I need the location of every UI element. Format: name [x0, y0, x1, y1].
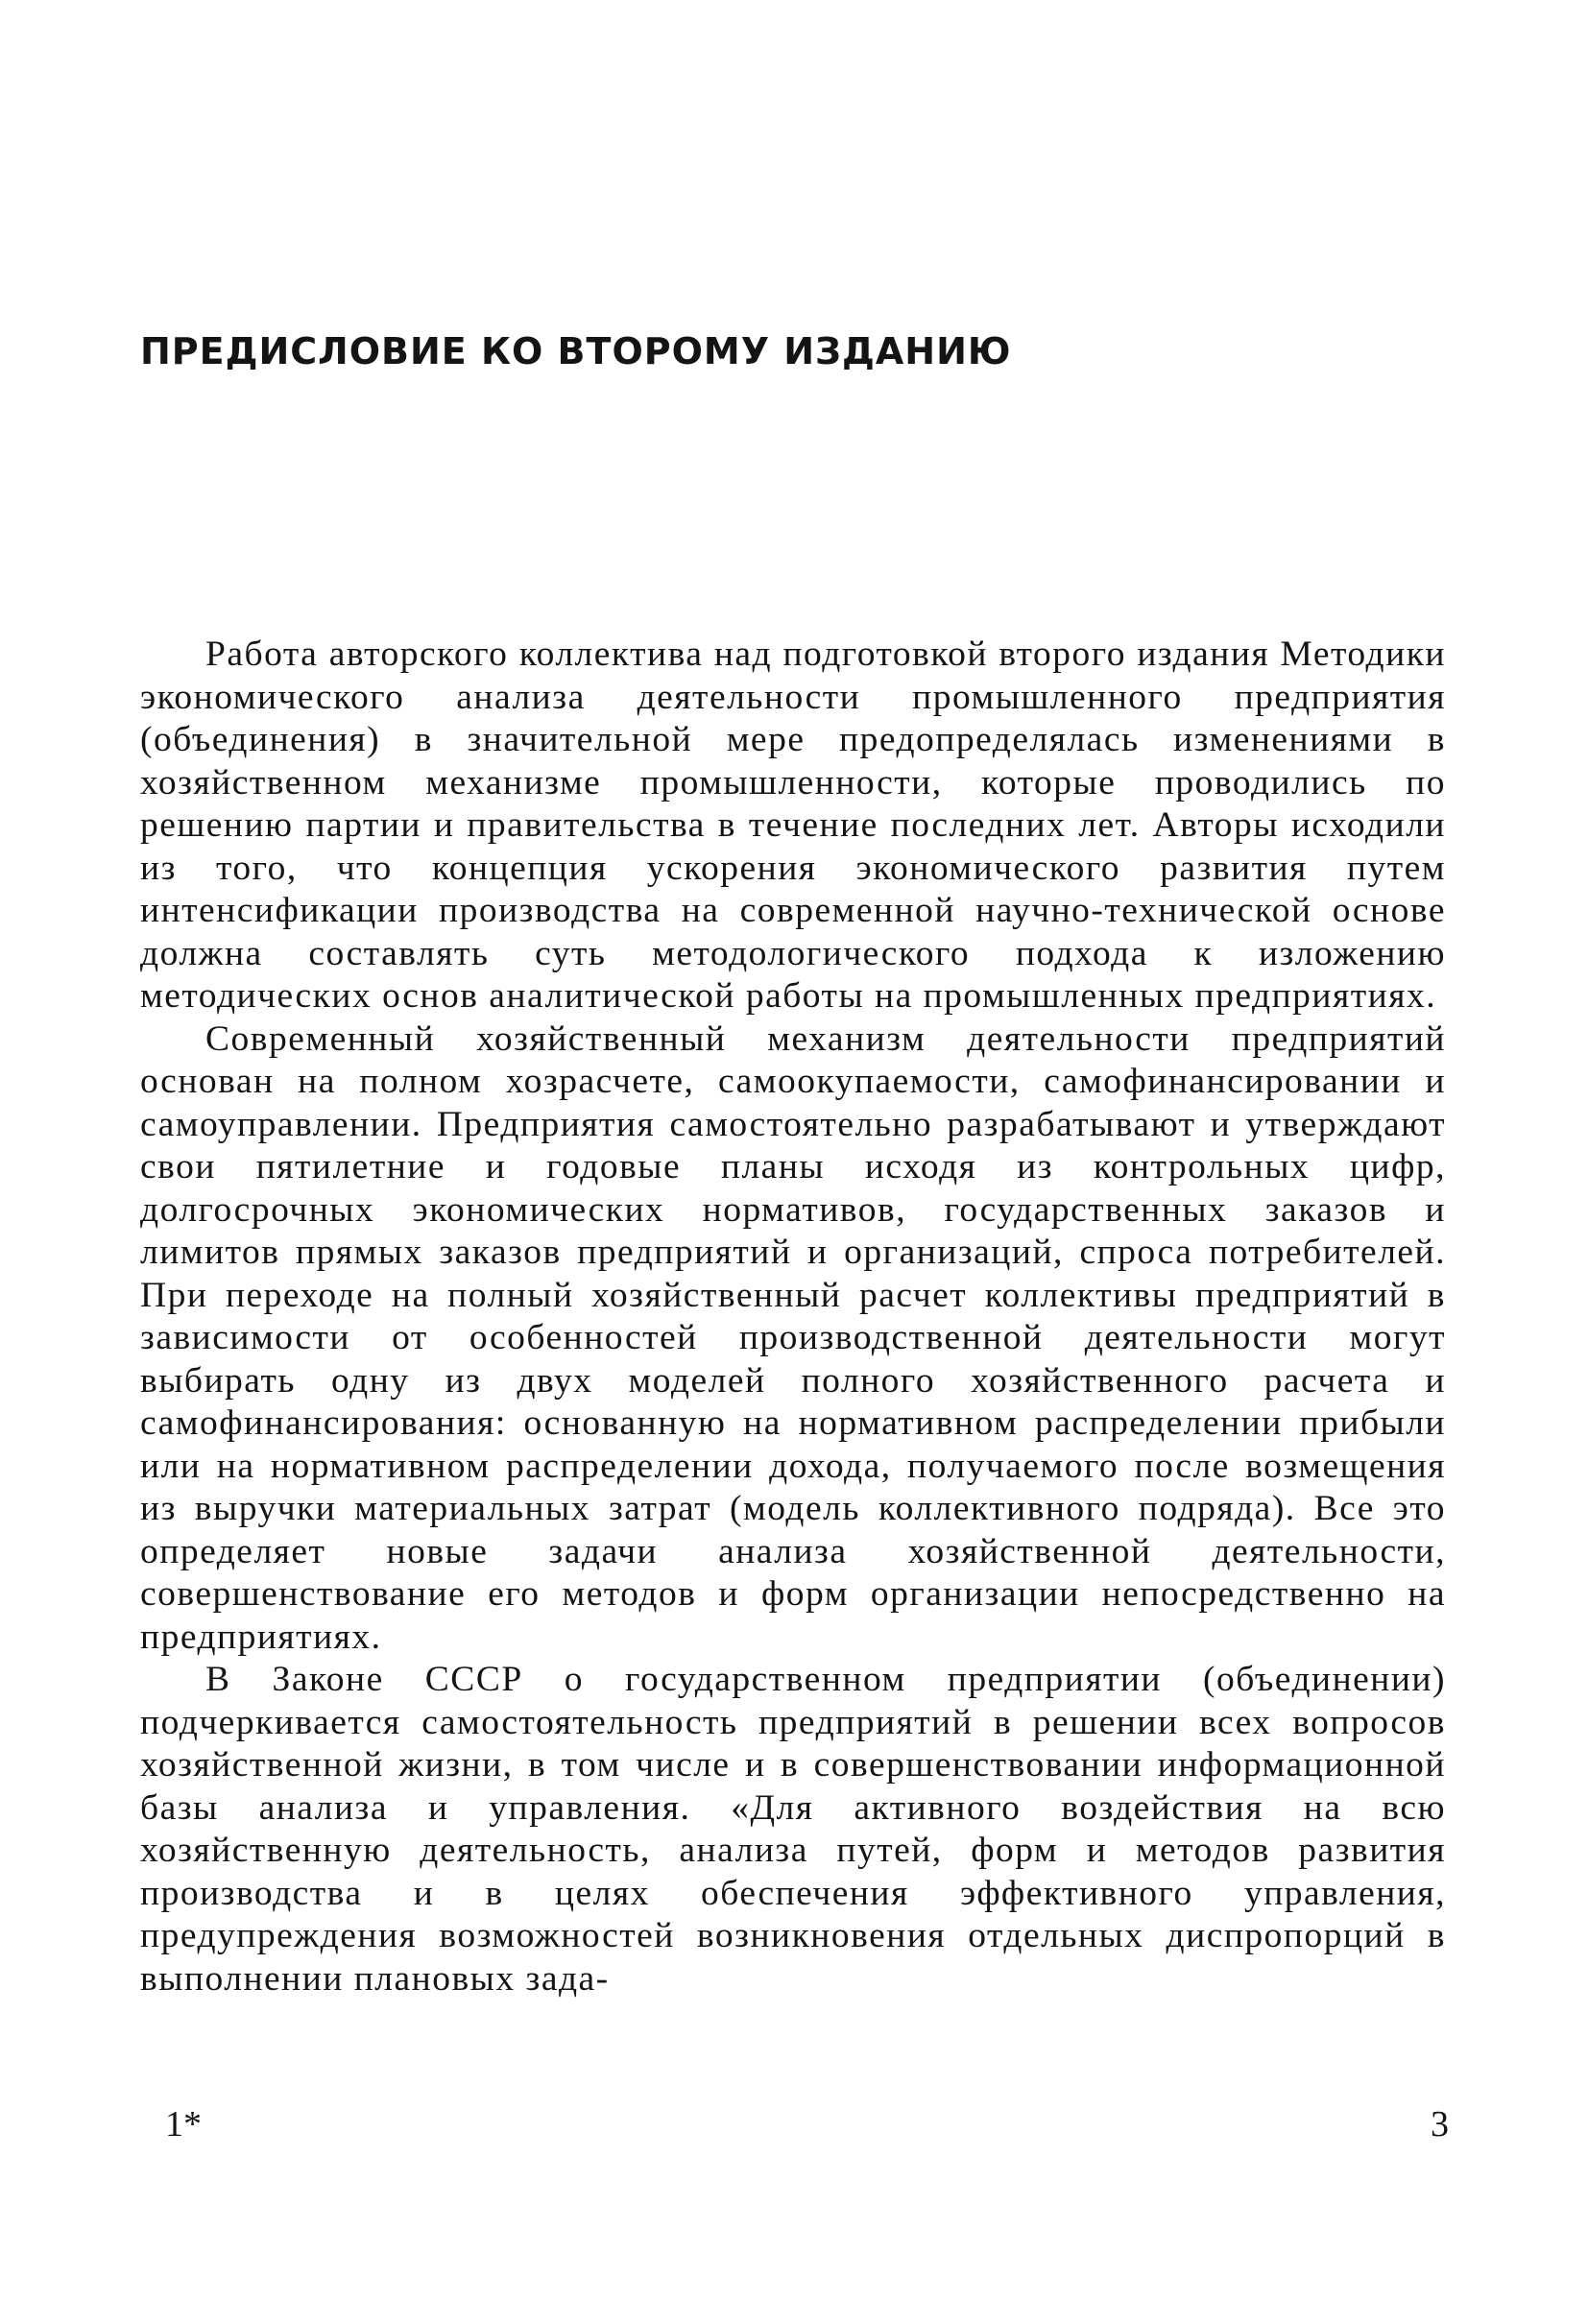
paragraph-1: Работа авторского коллектива над подготовкой второго издания Методики экономического анализа деятельности промышленного предприятия (объединения) в значительной мере предопределялась изменениями в хозяйственном механизме промышленности, которые проводились по решению партии и правительства в течение последних лет. Авторы исходили из того, что концепция ускорения экономического развития путем интенсификации производства на современной научно-технической основе должна составлять суть методологического подхода к изложению методических основ аналитической работы на промышленных предприятиях.: [140, 635, 1446, 1016]
body-text: [140, 634, 1446, 2001]
page-number: 3: [1431, 2104, 1449, 2144]
paragraph-3: В Законе СССР о государственном предприятии (объединении) подчеркивается самостоятельность предприятий в решении всех вопросов хозяйственной жизни, в том числе и в совершенствовании информационной базы анализа и управления. «Для активного воздействия на всю хозяйственную деятельность, анализа путей, форм и методов развития производства и в целях обеспечения эффективного управления, предупреждения возможностей возникновения отдельных диспропорций в выполнении плановых зада-: [140, 1660, 1446, 1999]
signature-mark: 1*: [165, 2104, 202, 2144]
paragraph-2: Современный хозяйственный механизм деятельности предприятий основан на полном хозрасчете, самоокупаемости, самофинансировании и самоуправлении. Предприятия самостоятельно разрабатывают и утверждают свои пятилетние и годовые планы исходя из контрольных цифр, долгосрочных экономических нормативов, государственных заказов и лимитов прямых заказов предприятий и организаций, спроса потребителей. При переходе на полный хозяйственный расчет коллективы предприятий в зависимости от особенностей производственной деятельности могут выбирать одну из двух моделей полного хозяйственного расчета и самофинансирования: основанную на нормативном распределении прибыли или на нормативном распределении дохода, получаемого после возмещения из выручки материальных затрат (модель коллективного подряда). Все это определяет новые задачи анализа хозяйственной деятельности, совершенствование его методов и форм организации непосредственно на предприятиях.: [140, 1018, 1446, 1657]
section-heading: ПРЕДИСЛОВИЕ КО ВТОРОМУ ИЗДАНИЮ: [140, 330, 1012, 372]
